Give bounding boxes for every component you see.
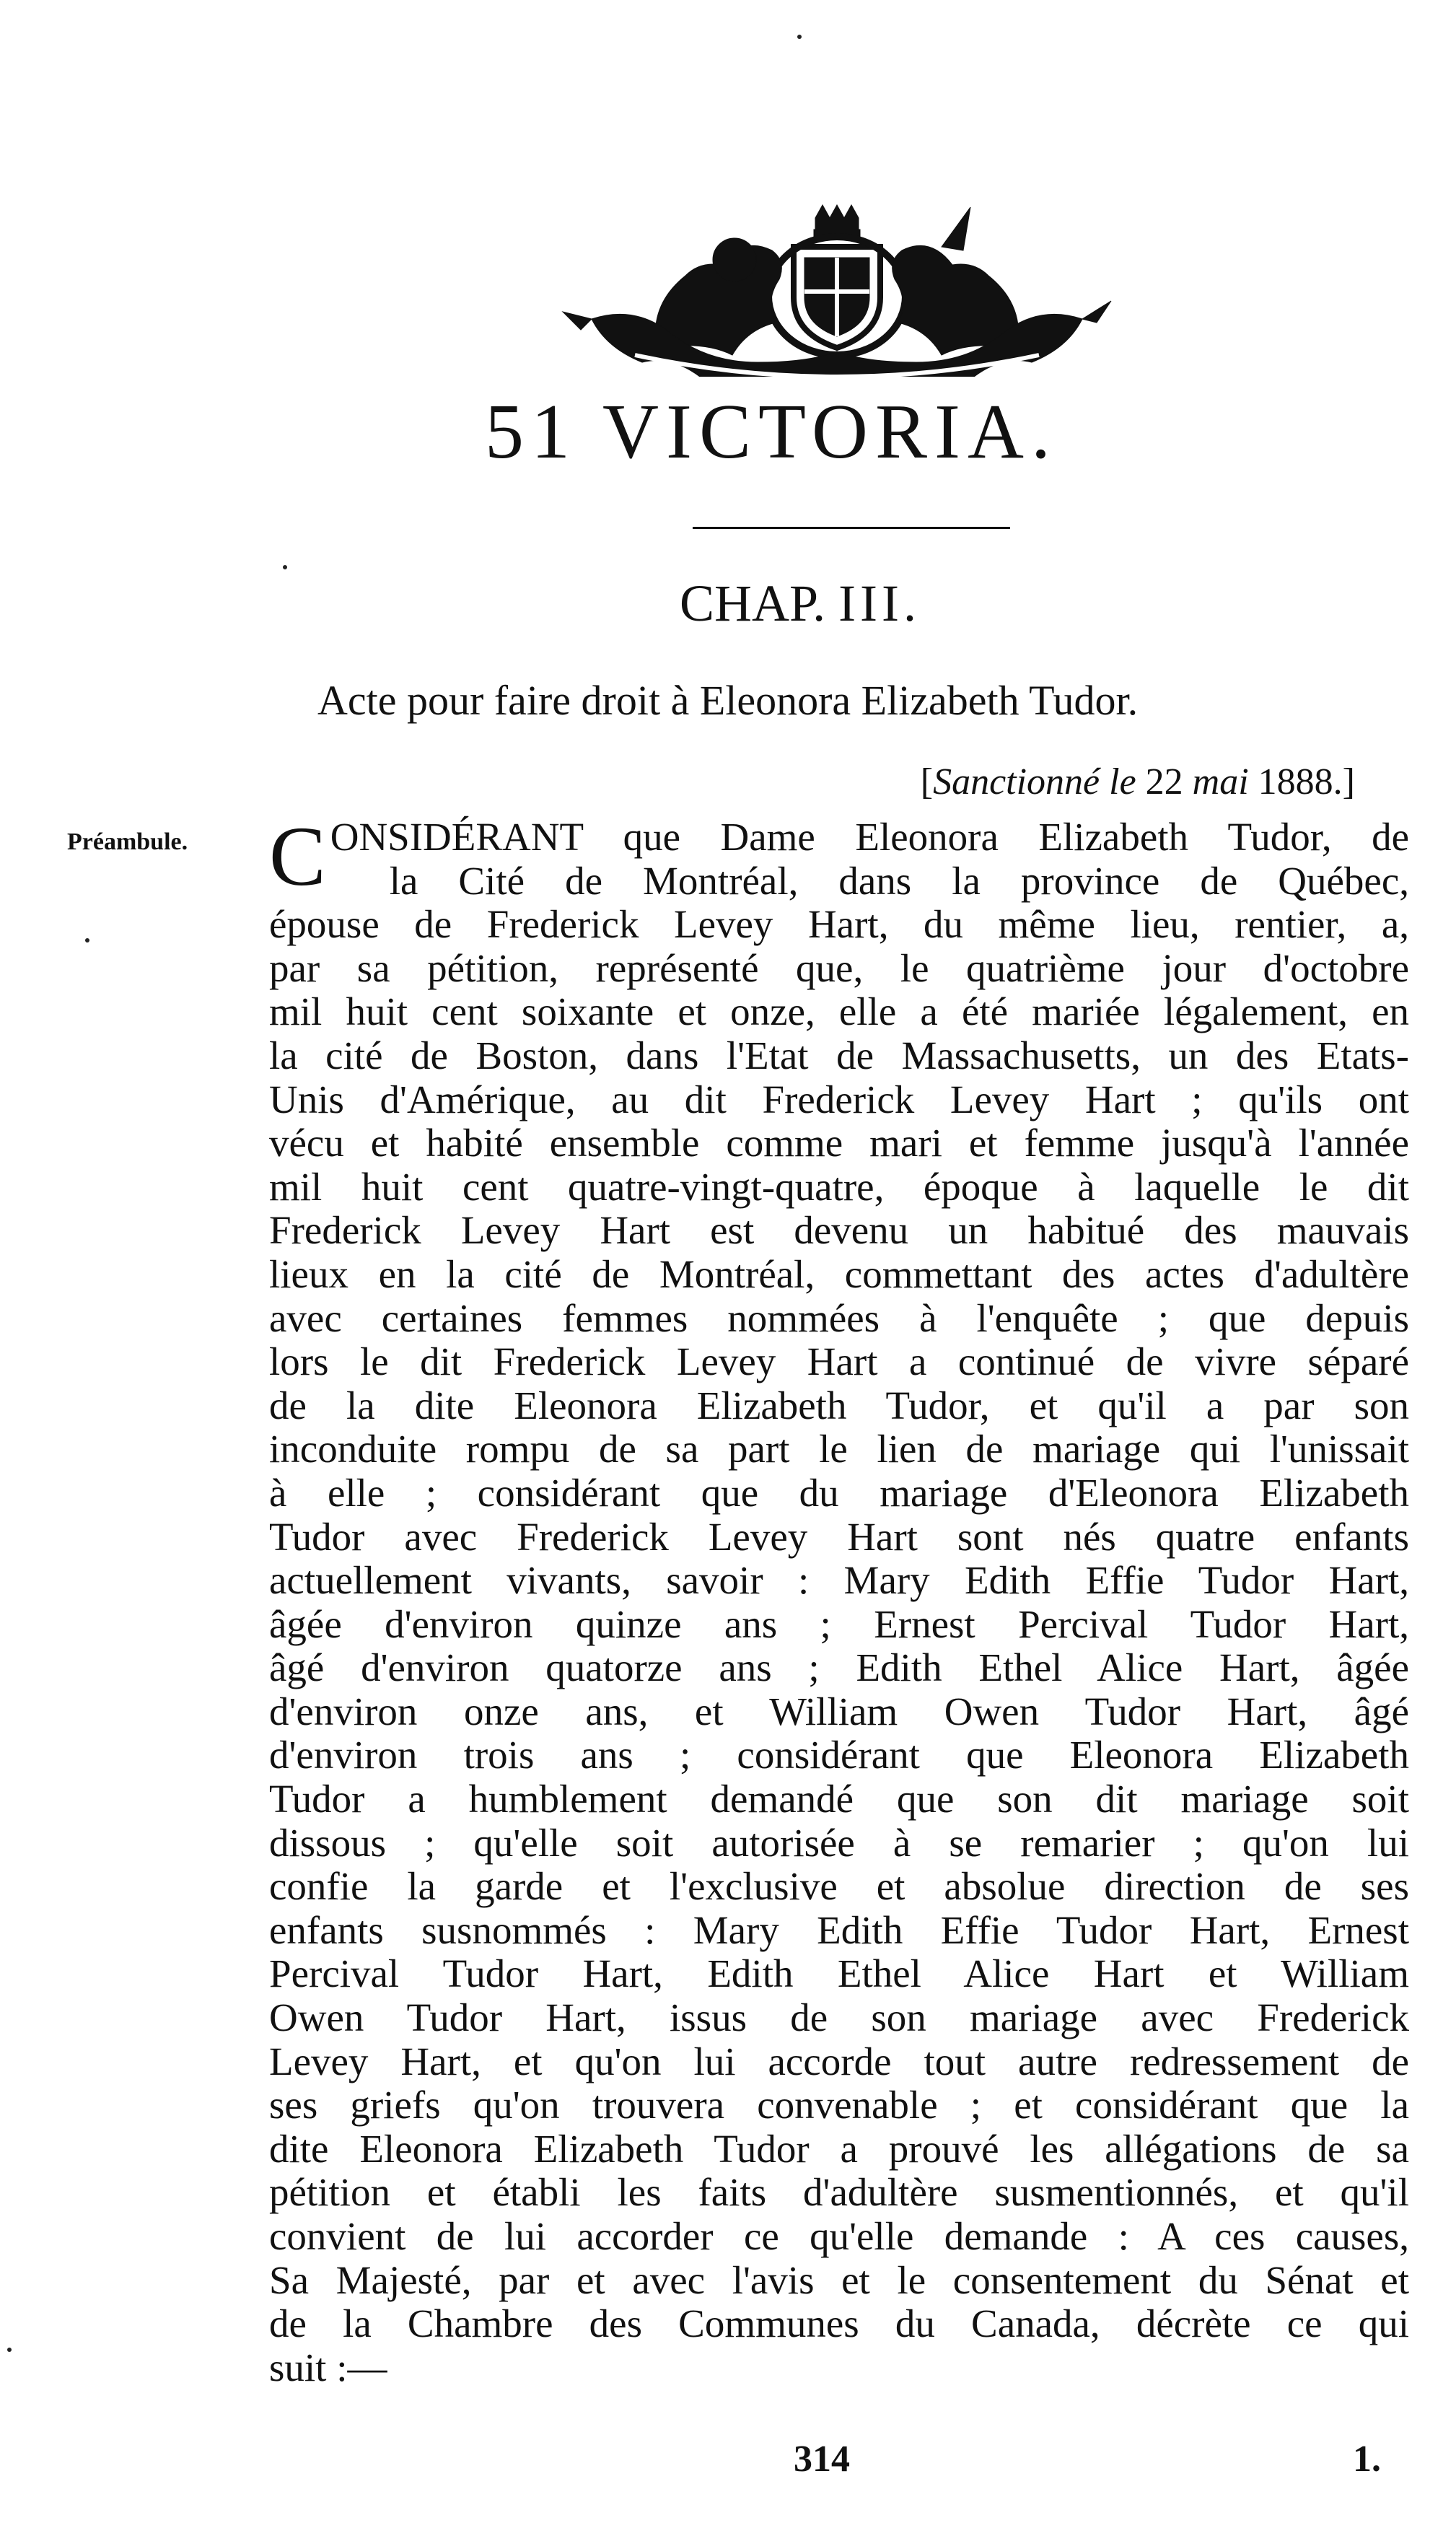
drop-cap: C xyxy=(269,809,326,904)
chapter-prefix: CHAP. xyxy=(679,574,826,632)
paragraph-line: confie la garde et l'exclusive et absolue direction de ses xyxy=(269,1865,1409,1909)
paragraph-line: Sa Majesté, par et avec l'avis et le consentement du Sénat et xyxy=(269,2258,1409,2302)
print-speck xyxy=(85,938,89,943)
paragraph-line: âgé d'environ quatorze ans ; Edith Ethel Alice Hart, âgée xyxy=(269,1646,1409,1690)
paragraph-line: vécu et habité ensemble comme mari et femme jusqu'à l'année xyxy=(269,1121,1409,1165)
chapter-heading xyxy=(0,574,1456,632)
signature-mark: 1. xyxy=(1353,2439,1381,2480)
paragraph-line: dite Eleonora Elizabeth Tudor a prouvé les allégations de sa xyxy=(269,2127,1409,2171)
paragraph-line: Unis d'Amérique, au dit Frederick Levey Hart ; qu'ils ont xyxy=(269,1077,1409,1121)
paragraph-line: lieux en la cité de Montréal, commettant des actes d'adultère xyxy=(269,1252,1409,1296)
paragraph-line: d'environ trois ans ; considérant que Eleonora Elizabeth xyxy=(269,1733,1409,1777)
paragraph-line: actuellement vivants, savoir : Mary Edith Effie Tudor Hart, xyxy=(269,1559,1409,1603)
sanction-day: 22 xyxy=(1136,761,1193,802)
margin-note-preamble: Préambule. xyxy=(67,828,188,855)
paragraph-line: lors le dit Frederick Levey Hart a continué de vivre séparé xyxy=(269,1340,1409,1384)
paragraph-line: Frederick Levey Hart est devenu un habitué des mauvais xyxy=(269,1209,1409,1253)
paragraph-line: Tudor a humblement demandé que son dit mariage soit xyxy=(269,1777,1409,1821)
paragraph-line: avec certaines femmes nommées à l'enquête ; que depuis xyxy=(269,1296,1409,1340)
paragraph-line: la cité de Boston, dans l'Etat de Massachusetts, un des Etats- xyxy=(269,1033,1409,1077)
paragraph-line: la Cité de Montréal, dans la province de Québec, xyxy=(389,859,1409,903)
paragraph-line: ONSIDÉRANT que Dame Eleonora Elizabeth Tudor, de xyxy=(330,815,1409,859)
sanction-month: mai xyxy=(1192,761,1249,802)
act-title: Acte pour faire droit à Eleonora Elizabeth Tudor. xyxy=(317,677,1139,724)
paragraph-line: Owen Tudor Hart, issus de son mariage avec Frederick xyxy=(269,1996,1409,2040)
paragraph-line: Percival Tudor Hart, Edith Ethel Alice Hart et William xyxy=(269,1952,1409,1996)
paragraph-line: âgée d'environ quinze ans ; Ernest Percival Tudor Hart, xyxy=(269,1602,1409,1646)
royal-coat-of-arms-icon xyxy=(548,204,1126,377)
paragraph-line: Tudor avec Frederick Levey Hart sont nés quatre enfants xyxy=(269,1515,1409,1559)
title-divider xyxy=(693,527,1010,529)
paragraph-line: à elle ; considérant que du mariage d'Eleonora Elizabeth xyxy=(269,1471,1409,1515)
paragraph-line: enfants susnommés : Mary Edith Effie Tudor Hart, Ernest xyxy=(269,1908,1409,1952)
print-speck xyxy=(797,35,802,39)
page-number: 314 xyxy=(794,2439,850,2480)
paragraph-line: inconduite rompu de sa part le lien de mariage qui l'unissait xyxy=(269,1427,1409,1471)
paragraph-line: ses griefs qu'on trouvera convenable ; et considérant que la xyxy=(269,2083,1409,2127)
print-speck xyxy=(283,565,287,569)
chapter-number: III. xyxy=(838,574,921,632)
sanction-year: 1888.] xyxy=(1248,761,1355,802)
print-speck xyxy=(7,2348,12,2352)
regnal-year-title: 51 VICTORIA. xyxy=(484,389,1058,475)
paragraph-line: épouse de Frederick Levey Hart, du même lieu, rentier, a, xyxy=(269,903,1409,947)
paragraph-line: par sa pétition, représenté que, le quatrième jour d'octobre xyxy=(269,946,1409,990)
paragraph-line: de la dite Eleonora Elizabeth Tudor, et qu'il a par son xyxy=(269,1383,1409,1427)
paragraph-line: suit :— xyxy=(269,2345,387,2389)
paragraph-line: de la Chambre des Communes du Canada, décrète ce qui xyxy=(269,2302,1409,2346)
paragraph-line: dissous ; qu'elle soit autorisée à se remarier ; qu'on lui xyxy=(269,1821,1409,1865)
paragraph-line: pétition et établi les faits d'adultère susmentionnés, et qu'il xyxy=(269,2171,1409,2215)
sanction-label: Sanctionné le xyxy=(933,761,1136,802)
preamble-paragraph xyxy=(269,809,1409,2389)
paragraph-line: d'environ onze ans, et William Owen Tudor Hart, âgé xyxy=(269,1689,1409,1733)
paragraph-line: mil huit cent soixante et onze, elle a été mariée légalement, en xyxy=(269,990,1409,1034)
paragraph-line: convient de lui accorder ce qu'elle demande : A ces causes, xyxy=(269,2215,1409,2258)
sanction-bracket-open: [ xyxy=(920,761,934,802)
paragraph-line: mil huit cent quatre-vingt-quatre, époque à laquelle le dit xyxy=(269,1165,1409,1209)
sanction-date xyxy=(920,761,1355,802)
paragraph-line: Levey Hart, et qu'on lui accorde tout autre redressement de xyxy=(269,2039,1409,2083)
